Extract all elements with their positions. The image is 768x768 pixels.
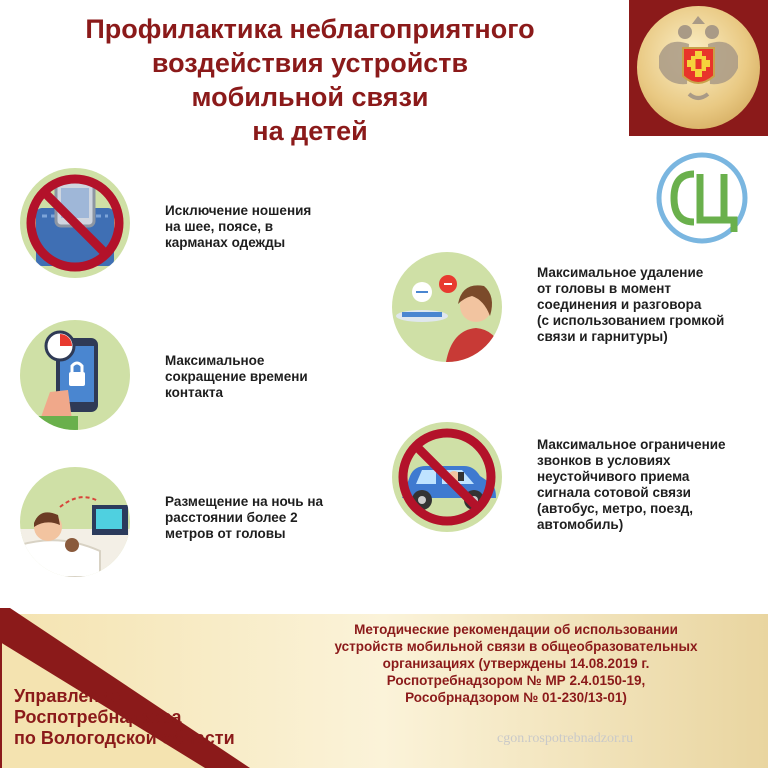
organization-name: Управление Роспотребнадзора по Вологодской области [14, 686, 235, 748]
item-text-distance: Максимальное удаление от головы в момент соединения и разговора (с использованием громкой связи и гарнитуры) [537, 265, 725, 344]
no-phone-in-car-icon [392, 422, 502, 532]
speakerphone-woman-icon [392, 252, 502, 362]
recommendations-text: Методические рекомендации об использовании устройств мобильной связи в общеобразовательных организациях (утверждены 14.08.2019 г. Роспотребнадзором № МР 2.4.0150-19, Рособрнадзором № 01-230/13-01) [334, 622, 698, 705]
site-url[interactable]: cgon.rospotrebnadzor.ru [497, 731, 634, 746]
item-text-time: Максимальное сокращение времени контакта [165, 353, 308, 400]
item-text-signal: Максимальное ограничение звонков в условиях неустойчивого приема сигнала сотовой связи (автобус, метро, поезд, автомобиль) [537, 437, 726, 532]
emblem-panel [629, 0, 768, 136]
page-title: Профилактика неблагоприятного воздействия устройств мобильной связи на детей [85, 14, 535, 146]
item-text-night: Размещение на ночь на расстоянии более 2 метров от головы [165, 494, 324, 541]
cg-logo-icon [654, 150, 750, 246]
rospotrebnadzor-emblem-icon [637, 6, 760, 129]
no-pocket-phone-icon [20, 168, 130, 278]
phone-timer-lock-icon [20, 320, 130, 430]
item-text-pocket: Исключение ношения на шее, поясе, в карманах одежды [165, 203, 312, 250]
sleeping-child-phone-icon [20, 467, 130, 577]
